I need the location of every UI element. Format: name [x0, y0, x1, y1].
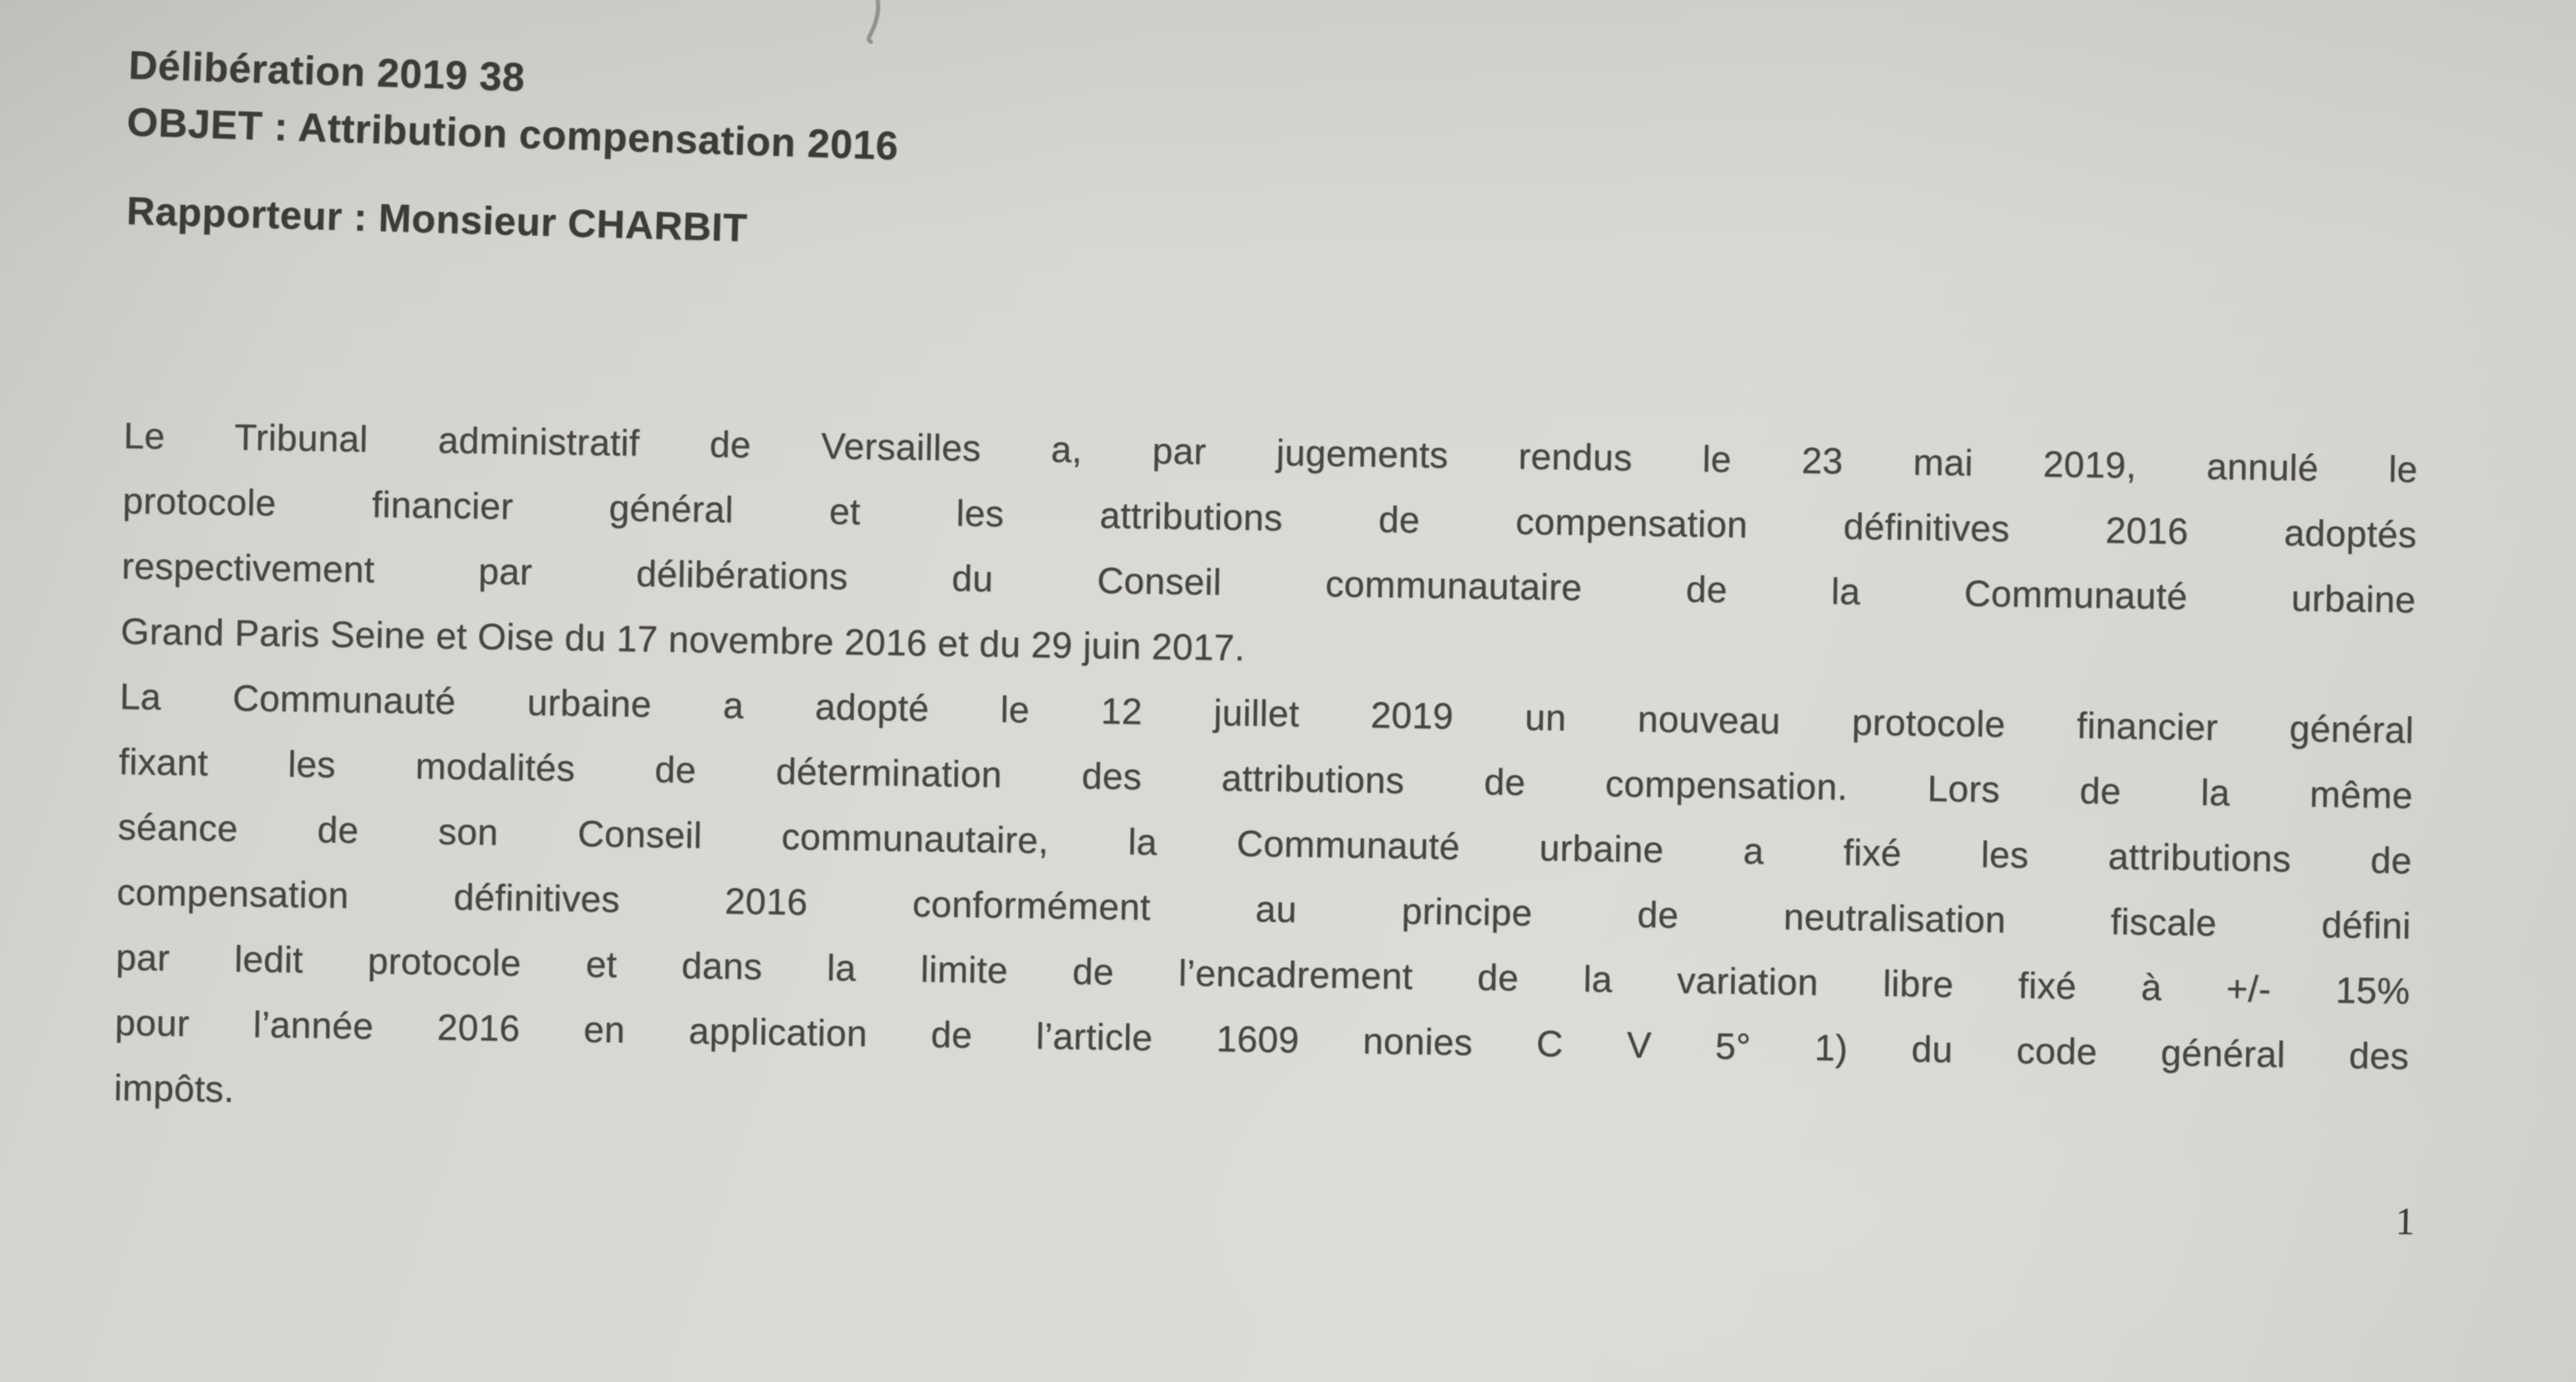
paragraph-1 [120, 404, 2418, 699]
body-text [114, 404, 2418, 1155]
page-number: 1 [2395, 1199, 2416, 1243]
body-line: pour l’année 2016 en application de l’article 1609 nonies C V 5° 1) du code général des [115, 1002, 2410, 1078]
rapporteur-line: Rapporteur : Monsieur CHARBIT [125, 187, 748, 250]
body-line: fixant les modalités de détermination des attributions de compensation. Lors de la même [118, 741, 2414, 817]
body-line: La Communauté urbaine a adopté le 12 juillet 2019 un nouveau protocole financier général [119, 676, 2415, 752]
body-line: séance de son Conseil communautaire, la Communauté urbaine a fixé les attributions de [117, 806, 2412, 882]
body-line: respectivement par délibérations du Conseil communautaire de la Communauté urbaine [121, 545, 2416, 621]
body-line: Grand Paris Seine et Oise du 17 novembre 2016 et du 29 juin 2017. [120, 610, 1245, 669]
page-content [114, 33, 2424, 1155]
object-line: OBJET : Attribution compensation 2016 [125, 99, 899, 169]
deliberation-number: Délibération 2019 38 [128, 43, 526, 100]
body-line: protocole financier général et les attributions de compensation définitives 2016 adoptés [122, 480, 2417, 556]
body-line: Le Tribunal administratif de Versailles a, par jugements rendus le 23 mai 2019, annulé le [123, 415, 2418, 491]
body-line: impôts. [113, 1067, 235, 1110]
body-line: par ledit protocole et dans la limite de l’encadrement de la variation libre fixé à +/- 15% [115, 936, 2411, 1012]
paragraph-2 [114, 665, 2415, 1155]
body-line: compensation définitives 2016 conformément au principe de neutralisation fiscale défini [116, 871, 2411, 947]
